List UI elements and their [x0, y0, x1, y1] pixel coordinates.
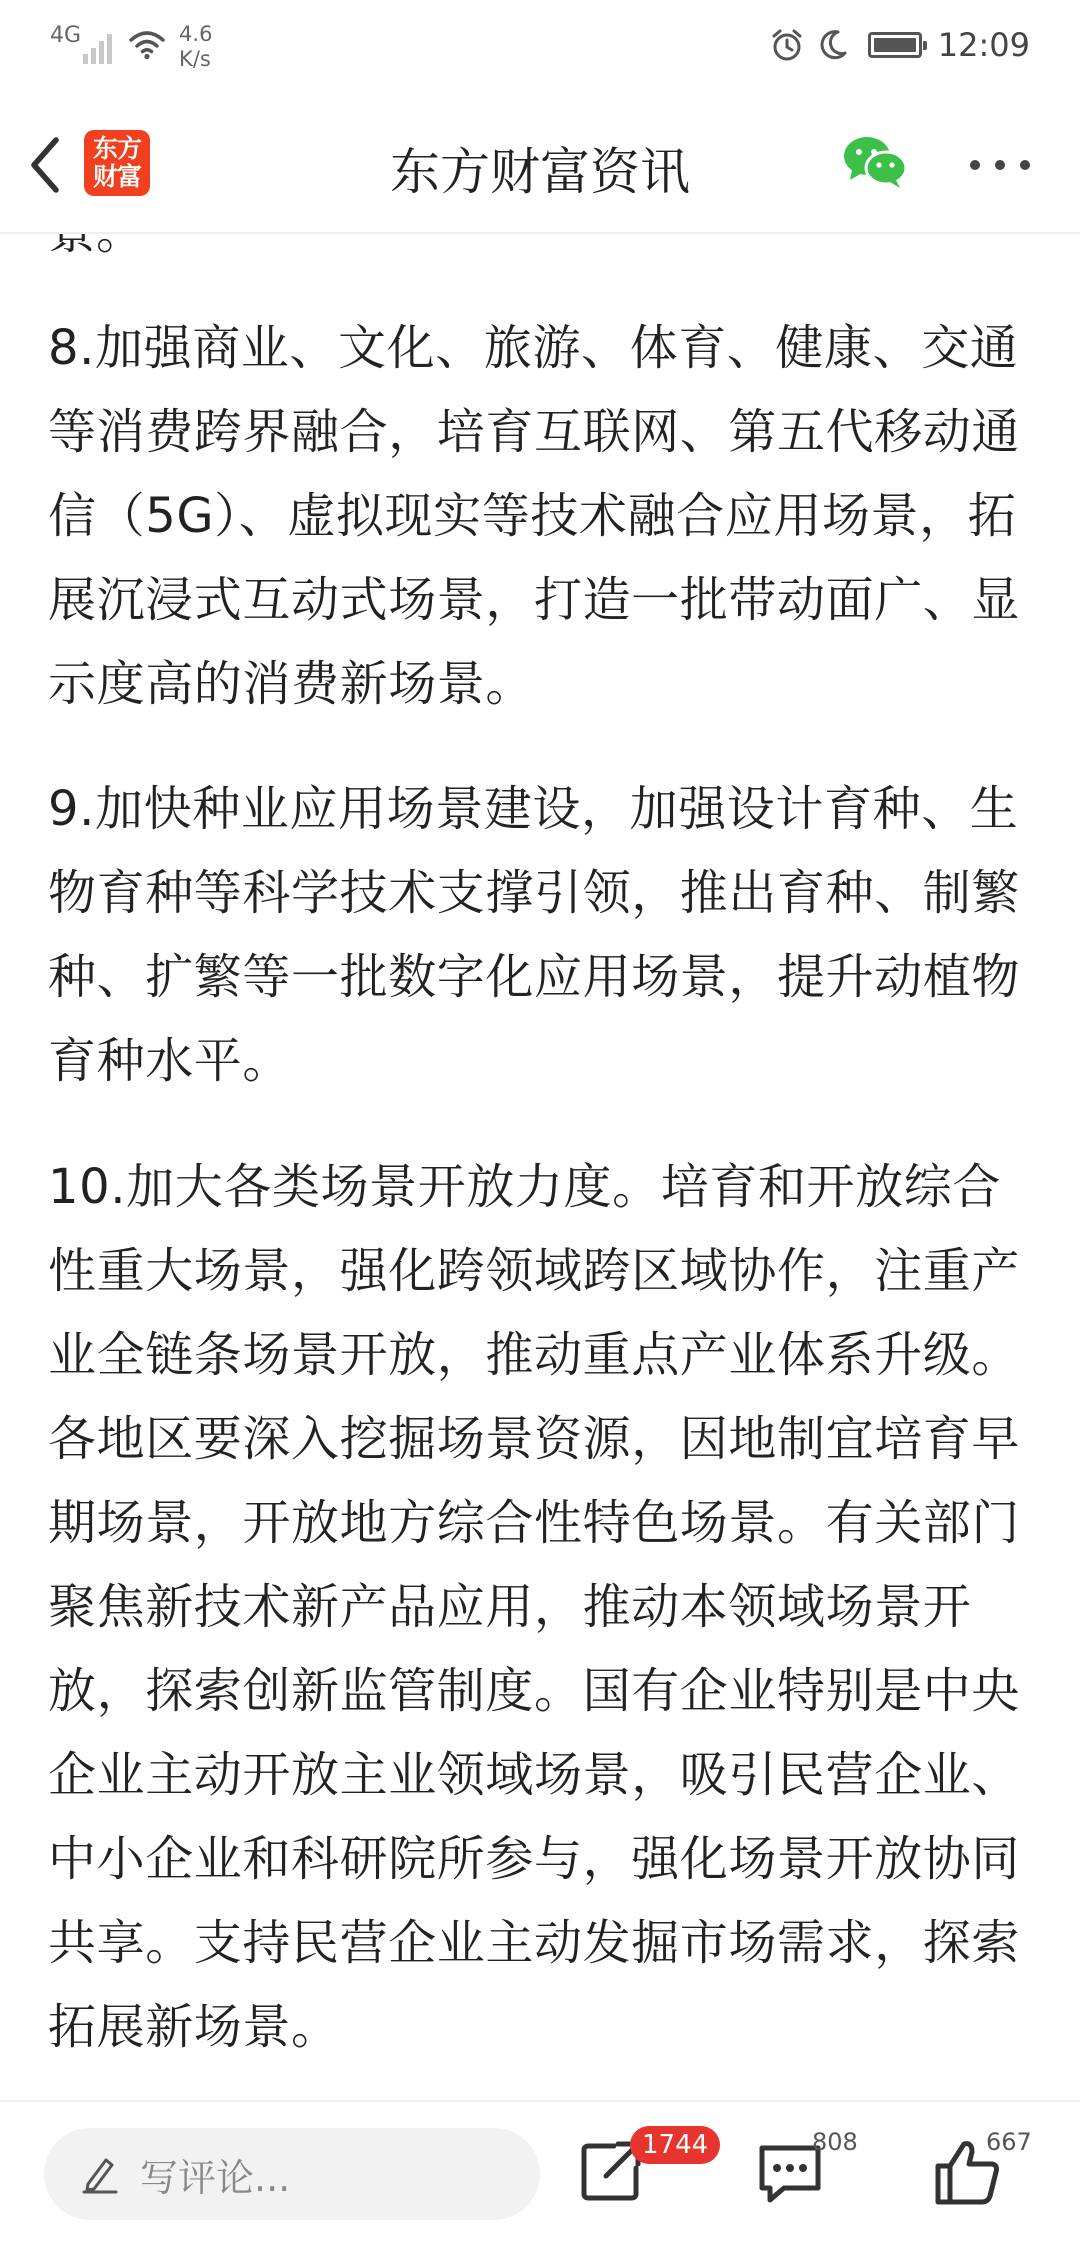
- speed-unit: K/s: [179, 47, 211, 71]
- logo-line-2: 财富: [92, 162, 141, 191]
- status-left: [50, 22, 212, 72]
- wechat-icon: [842, 134, 908, 190]
- comment-input[interactable]: [44, 2128, 540, 2220]
- back-arrow-icon: [22, 132, 72, 198]
- status-bar: [0, 0, 1080, 96]
- more-dot: [995, 160, 1005, 170]
- bottom-action-bar: [0, 2100, 1080, 2246]
- moon-icon: [818, 29, 848, 61]
- source-logo[interactable]: [84, 130, 150, 196]
- comment-placeholder: 写评论...: [140, 2155, 291, 2200]
- status-right: [770, 26, 1030, 64]
- article-paragraph-8: 8.加强商业、文化、旅游、体育、健康、交通等消费跨界融合，培育互联网、第五代移动通信（5G）、虚拟现实等技术融合应用场景，拓展沉浸式互动式场景，打造一批带动面广、显示度高的消费新场景。: [48, 320, 1021, 712]
- back-button[interactable]: [22, 132, 72, 198]
- page-title: 东方财富资讯: [390, 143, 690, 201]
- share-count-badge: 1744: [630, 2126, 720, 2164]
- more-dot: [970, 160, 980, 170]
- comment-count: 808: [812, 2128, 858, 2156]
- article-paragraph-9: 9.加快种业应用场景建设，加强设计育种、生物育种等科学技术支撑引领，推出育种、制繁种、扩繁等一批数字化应用场景，提升动植物育种水平。: [48, 781, 1021, 1089]
- article-paragraph-10: 10.加大各类场景开放力度。培育和开放综合性重大场景，强化跨领域跨区域协作，注重产业全链条场景开放，推动重点产业体系升级。各地区要深入挖掘场景资源，因地制宜培育早期场景，开放地方综合性特色场景。有关部门聚焦新技术新产品应用，推动本领域场景开放，探索创新监管制度。国有企业特别是中央企业主动开放主业领域场景，吸引民营企业、中小企业和科研院所参与，强化场景开放协同共享。支持民营企业主动发掘市场需求，探索拓展新场景。: [48, 1159, 1021, 2055]
- logo-line-1: 东方: [92, 134, 141, 163]
- wechat-share-button[interactable]: [842, 134, 908, 190]
- network-type: 4G: [50, 22, 82, 48]
- speed-value: 4.6: [179, 22, 213, 46]
- signal-icon: [83, 30, 115, 64]
- battery-icon: [868, 32, 922, 58]
- alarm-icon: [770, 28, 804, 62]
- status-time: 12:09: [937, 26, 1030, 64]
- like-count: 667: [986, 2128, 1032, 2156]
- wifi-icon: [129, 30, 165, 64]
- more-dot: [1020, 160, 1030, 170]
- network-speed: [179, 22, 212, 72]
- pencil-icon: [82, 2154, 118, 2194]
- nav-bar: [0, 96, 1080, 234]
- more-button[interactable]: [970, 150, 1030, 180]
